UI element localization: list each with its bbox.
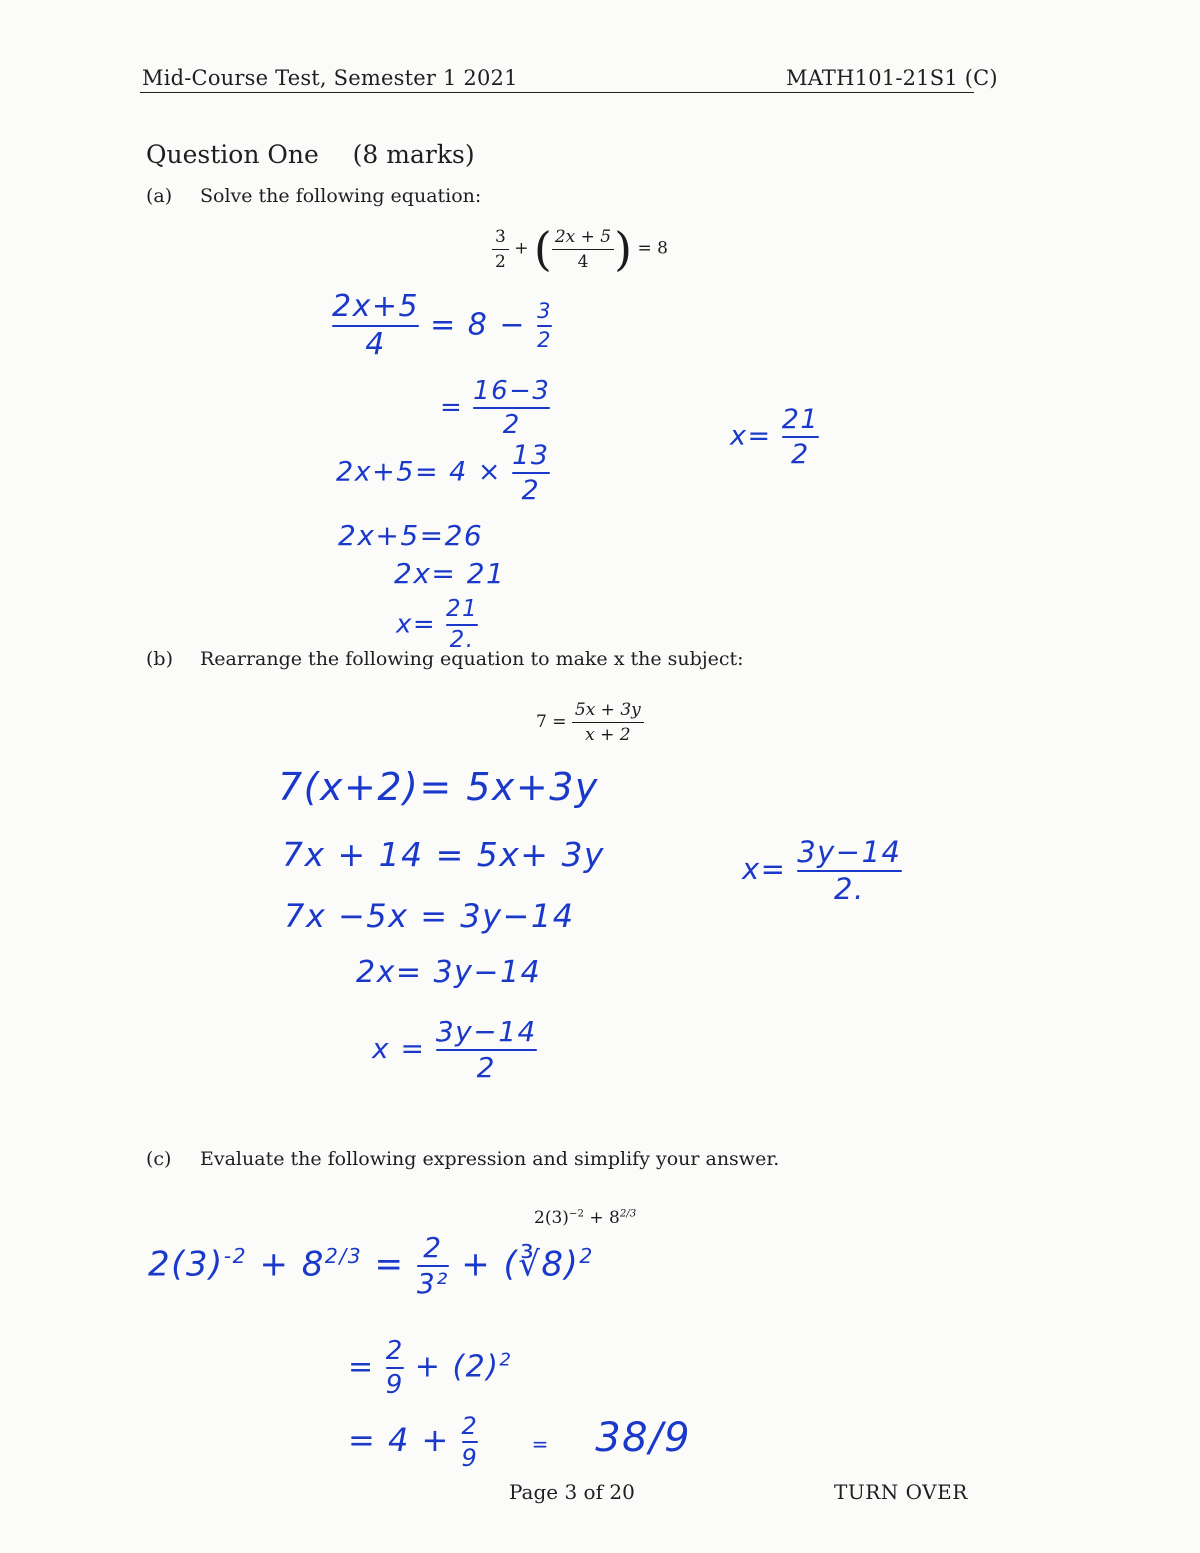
work-b-line-5: x = $\frac{3y-14}{2}$: [372, 1015, 537, 1084]
answer-b: x= $\frac{3y-14}{2.}$: [742, 835, 902, 906]
work-a-line-4: 2x+5=26: [338, 519, 484, 552]
work-a-line-2: = $\frac{16-3}{2}$: [440, 376, 551, 440]
question-title: [146, 140, 475, 169]
part-a-equation: $\frac{3}{2}$ + ( $\frac{2x + 5}{4}$ ) = 8: [492, 226, 668, 272]
question-marks: (8 marks): [352, 140, 475, 169]
work-c-line-3: = 4 + $\frac{2}{9}$ = 38/9: [348, 1412, 692, 1472]
work-b-line-2: 7x + 14 = 5x+ 3y: [282, 835, 605, 874]
header-course-code: MATH101-21S1 (C): [786, 66, 998, 90]
eq-a-fraction-1: $\frac{3}{2}$: [492, 227, 509, 272]
part-c-expression: $2(3)^{-2} + 8^{2/3}$: [534, 1208, 637, 1228]
work-a-line-1: $\frac{2x+5}{4}$ = 8 − $\frac{3}{2}$: [332, 289, 552, 362]
work-c-line-1: $2(3)^{-2} + 8^{2/3}$ = $\frac{2}{\text{3²}}$ + (∛8)$^2$: [148, 1231, 594, 1300]
work-c-line-2: = $\frac{2}{9}$ + $(2)^2$: [348, 1336, 513, 1400]
work-b-line-1: 7(x+2)= 5x+3y: [278, 765, 599, 809]
part-b-label: (b): [146, 648, 173, 670]
work-a-line-3: 2x+5= 4 × $\frac{13}{2}$: [336, 440, 550, 506]
work-a-line-5: 2x= 21: [394, 557, 506, 590]
work-a-line-6: x= $\frac{21}{2.}$: [396, 596, 479, 653]
part-c-label: (c): [146, 1148, 172, 1170]
answer-a: x= $\frac{21}{2}$: [730, 404, 820, 470]
part-a-label: (a): [146, 185, 173, 207]
part-b-text: Rearrange the following equation to make x the subject:: [200, 648, 744, 670]
part-b-prompt: [146, 648, 744, 670]
answer-c: 38/9: [595, 1415, 692, 1461]
eq-a-fraction-2: $\frac{2x + 5}{4}$: [552, 227, 614, 272]
turn-over: TURN OVER: [834, 1480, 968, 1504]
work-b-line-4: 2x= 3y−14: [356, 955, 542, 990]
work-b-line-3: 7x −5x = 3y−14: [284, 897, 575, 935]
part-a-text: Solve the following equation:: [200, 185, 482, 207]
header-rule: [140, 92, 974, 93]
question-name: Question One: [146, 140, 319, 169]
part-b-equation: 7 = $\frac{5x + 3y}{x + 2}$: [536, 700, 644, 745]
part-c-prompt: [146, 1148, 779, 1170]
part-c-text: Evaluate the following expression and simplify your answer.: [200, 1148, 780, 1170]
page-number: Page 3 of 20: [509, 1480, 635, 1504]
part-a-prompt: [146, 185, 481, 207]
header-course-title: Mid-Course Test, Semester 1 2021: [142, 66, 518, 90]
